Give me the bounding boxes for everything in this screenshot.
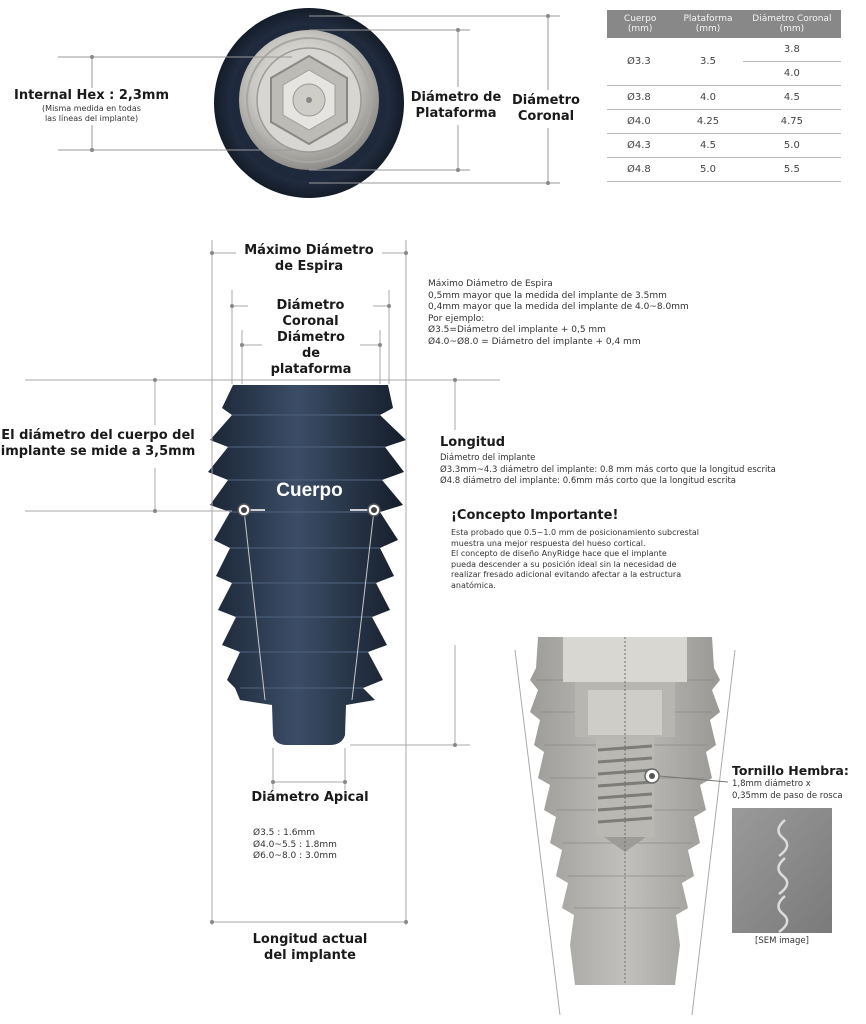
implant-cross-section <box>515 637 735 1015</box>
actual-length-line1: Longitud actual <box>252 932 368 947</box>
length-line: Ø4.8 diámetro del implante: 0.6mm más corto que la longitud escrita <box>440 476 736 486</box>
max-thread-line2: de Espira <box>274 259 344 274</box>
implant-side-view <box>208 385 406 745</box>
top-coronal-line2: Coronal <box>517 109 575 124</box>
actual-length-label <box>246 932 374 964</box>
header-coronal: Diámetro Coronal (mm) <box>743 10 841 38</box>
note-line: 0,4mm mayor que la medida del implante de 4.0~8.0mm <box>428 302 689 312</box>
length-line: Ø3.3mm~4.3 diámetro del implante: 0.8 mm más corto que la longitud escrita <box>440 464 776 475</box>
body-measure-line1: El diámetro del cuerpo del <box>1 428 195 443</box>
sem-caption: [SEM image] <box>755 936 809 946</box>
concept-title: ¡Concepto Importante! <box>451 508 619 523</box>
body-measure-label <box>0 428 196 460</box>
top-coronal-diameter-label <box>506 93 586 125</box>
coronal-diameter-label: Diámetro Coronal <box>248 298 373 330</box>
apical-diameter-values <box>253 828 373 863</box>
screw-title: Tornillo Hembra: <box>732 763 849 778</box>
max-thread-note <box>428 279 728 348</box>
length-title: Longitud <box>440 435 506 450</box>
platform-diameter-label <box>262 330 360 378</box>
note-line: Ø3.5=Diámetro del implante + 0,5 mm <box>428 325 606 335</box>
top-platform-diameter-label <box>402 90 510 122</box>
internal-hex-title: Internal Hex : 2,3mm <box>14 88 169 103</box>
length-section <box>440 435 860 488</box>
apical-line: Ø4.0~5.5 : 1.8mm <box>253 839 337 850</box>
note-line: 0,5mm mayor que la medida del implante de 3.5mm <box>428 290 667 301</box>
concept-line: anatómica. <box>451 580 496 590</box>
screw-line2: 0,35mm de paso de rosca <box>732 790 843 801</box>
sem-image <box>732 808 832 933</box>
top-coronal-line1: Diámetro <box>512 93 580 108</box>
max-thread-line1: Máximo Diámetro <box>244 243 374 258</box>
header-body: Cuerpo (mm) <box>607 10 673 38</box>
table-row: 4.0 <box>607 62 841 86</box>
body-label: Cuerpo <box>276 480 343 501</box>
concept-line: realizar fresado adicional evitando afectar a la estructura <box>451 570 682 579</box>
apical-line: Ø6.0~8.0 : 3.0mm <box>253 851 337 861</box>
diameter-spec-table <box>607 10 841 182</box>
note-line: Ø4.0~Ø8.0 = Diámetro del implante + 0,4 mm <box>428 336 641 347</box>
platform-line2: de plataforma <box>270 346 352 377</box>
table-row: Ø4.0 4.25 4.75 <box>607 110 841 134</box>
screw-line1: 1,8mm diámetro x <box>732 779 811 789</box>
table-header-row <box>607 10 841 38</box>
header-platform: Plataforma (mm) <box>673 10 742 38</box>
table-row: Ø3.8 4.0 4.5 <box>607 86 841 110</box>
concept-line: El concepto de diseño AnyRidge hace que el implante <box>451 549 667 558</box>
top-platform-line1: Diámetro de <box>410 90 502 105</box>
actual-length-line2: del implante <box>264 948 356 963</box>
note-line: Por ejemplo: <box>428 313 485 324</box>
apical-diameter-title: Diámetro Apical <box>251 790 369 805</box>
max-thread-diameter-label <box>236 243 382 275</box>
length-line: Diámetro del implante <box>440 453 536 463</box>
platform-line1: Diámetro <box>277 330 345 345</box>
concept-line: pueda descender a su posición ideal sin la necesidad de <box>451 559 677 569</box>
female-screw-section <box>732 763 862 802</box>
note-line: Máximo Diámetro de Espira <box>428 279 553 289</box>
important-concept-section <box>451 508 751 591</box>
table-row: Ø4.3 4.5 5.0 <box>607 134 841 158</box>
concept-line: muestra una mejor respuesta del hueso cortical. <box>451 538 646 548</box>
apical-line: Ø3.5 : 1.6mm <box>253 828 315 838</box>
table-row: Ø4.8 5.0 5.5 <box>607 158 841 182</box>
table-row: Ø3.3 3.5 3.8 <box>607 38 841 62</box>
internal-hex-label <box>14 88 169 124</box>
top-platform-line2: Plataforma <box>415 106 497 121</box>
concept-line: Esta probado que 0.5~1.0 mm de posicionamiento subcrestal <box>451 528 699 537</box>
internal-hex-note-1: (Misma medida en todas <box>42 104 141 113</box>
body-measure-line2: implante se mide a 3,5mm <box>0 444 196 459</box>
internal-hex-note-2: las líneas del implante) <box>44 114 139 123</box>
